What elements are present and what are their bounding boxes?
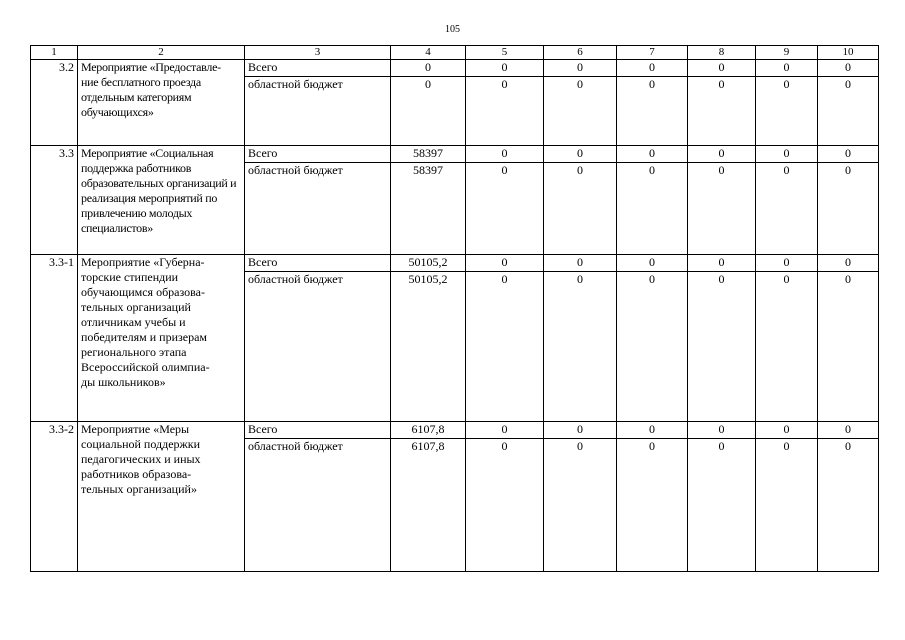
table-row <box>31 255 879 272</box>
name-line: реализация мероприятий по <box>81 191 218 205</box>
measure-name <box>78 255 245 422</box>
amount: 0 <box>391 77 466 146</box>
measure-name <box>78 146 245 255</box>
value-cell: 0 <box>544 77 617 146</box>
page-number: 105 <box>445 24 460 35</box>
value-cell: 0 <box>818 255 879 272</box>
name-line: образовательных организаций и <box>81 176 237 190</box>
value-cell: 0 <box>818 60 879 77</box>
value-cell: 0 <box>544 255 617 272</box>
name-line: Мероприятие «Губерна- <box>81 255 205 269</box>
name-line: Мероприятие «Предоставле- <box>81 60 221 74</box>
name-line: отличникам учебы и <box>81 315 186 329</box>
amount: 58397 <box>391 163 466 255</box>
name-line: тельных организаций» <box>81 482 197 496</box>
name-line: социальной поддержки <box>81 437 201 451</box>
name-line: Мероприятие «Социальная <box>81 146 214 160</box>
value-cell: 0 <box>756 255 818 272</box>
amount: 50105,2 <box>391 272 466 422</box>
value-cell: 0 <box>688 163 756 255</box>
name-line: ние бесплатного проезда <box>81 75 201 89</box>
value-cell: 0 <box>466 439 544 572</box>
name-line: работников образова- <box>81 467 192 481</box>
value-cell: 0 <box>466 255 544 272</box>
value-cell: 0 <box>617 272 688 422</box>
header-cell: 3 <box>245 46 391 60</box>
name-line: Мероприятие «Меры <box>81 422 190 436</box>
table-row <box>31 422 879 439</box>
value-cell: 0 <box>617 60 688 77</box>
value-cell: 0 <box>818 272 879 422</box>
funding-source: Всего <box>245 60 391 77</box>
name-line: обучающимся образова- <box>81 285 206 299</box>
value-cell: 0 <box>544 422 617 439</box>
value-cell: 0 <box>756 439 818 572</box>
amount: 6107,8 <box>391 439 466 572</box>
table-row <box>31 146 879 163</box>
funding-source: областной бюджет <box>245 163 391 255</box>
value-cell: 0 <box>688 77 756 146</box>
value-cell: 0 <box>544 163 617 255</box>
header-cell: 6 <box>544 46 617 60</box>
value-cell: 0 <box>617 439 688 572</box>
funding-source: областной бюджет <box>245 272 391 422</box>
header-cell: 9 <box>756 46 818 60</box>
value-cell: 0 <box>756 146 818 163</box>
name-line: привлечению молодых <box>81 206 193 220</box>
header-row <box>31 46 879 60</box>
value-cell: 0 <box>756 77 818 146</box>
value-cell: 0 <box>617 422 688 439</box>
value-cell: 0 <box>756 422 818 439</box>
row-number: 3.3-1 <box>31 255 78 422</box>
name-line: торские стипендии <box>81 270 179 284</box>
value-cell: 0 <box>617 77 688 146</box>
value-cell: 0 <box>466 146 544 163</box>
value-cell: 0 <box>544 60 617 77</box>
budget-table <box>30 45 879 572</box>
funding-source: Всего <box>245 146 391 163</box>
header-cell: 7 <box>617 46 688 60</box>
value-cell: 0 <box>466 60 544 77</box>
value-cell: 0 <box>688 422 756 439</box>
value-cell: 0 <box>466 77 544 146</box>
name-line: специалистов» <box>81 221 153 235</box>
header-cell: 10 <box>818 46 879 60</box>
value-cell: 0 <box>544 272 617 422</box>
amount: 58397 <box>391 146 466 163</box>
header-cell: 5 <box>466 46 544 60</box>
value-cell: 0 <box>688 255 756 272</box>
value-cell: 0 <box>544 439 617 572</box>
row-number: 3.3-2 <box>31 422 78 572</box>
value-cell: 0 <box>756 60 818 77</box>
name-line: отдельным категориям <box>81 90 192 104</box>
funding-source: Всего <box>245 422 391 439</box>
table-row <box>31 60 879 77</box>
name-line: обучающихся» <box>81 105 154 119</box>
measure-name <box>78 422 245 572</box>
value-cell: 0 <box>617 163 688 255</box>
value-cell: 0 <box>818 439 879 572</box>
value-cell: 0 <box>617 146 688 163</box>
measure-name <box>78 60 245 146</box>
value-cell: 0 <box>818 77 879 146</box>
value-cell: 0 <box>466 272 544 422</box>
name-line: победителям и призерам <box>81 330 207 344</box>
value-cell: 0 <box>544 146 617 163</box>
value-cell: 0 <box>756 272 818 422</box>
value-cell: 0 <box>818 422 879 439</box>
name-line: тельных организаций <box>81 300 191 314</box>
funding-source: областной бюджет <box>245 439 391 572</box>
funding-source: областной бюджет <box>245 77 391 146</box>
header-cell: 1 <box>31 46 78 60</box>
name-line: поддержка работников <box>81 161 192 175</box>
value-cell: 0 <box>688 60 756 77</box>
row-number: 3.3 <box>31 146 78 255</box>
name-line: педагогических и иных <box>81 452 201 466</box>
row-number: 3.2 <box>31 60 78 146</box>
value-cell: 0 <box>688 272 756 422</box>
name-line: ды школьников» <box>81 375 166 389</box>
value-cell: 0 <box>466 163 544 255</box>
header-cell: 8 <box>688 46 756 60</box>
funding-source: Всего <box>245 255 391 272</box>
amount: 6107,8 <box>391 422 466 439</box>
header-cell: 2 <box>78 46 245 60</box>
value-cell: 0 <box>617 255 688 272</box>
value-cell: 0 <box>756 163 818 255</box>
value-cell: 0 <box>818 146 879 163</box>
name-line: Всероссийской олимпиа- <box>81 360 210 374</box>
header-cell: 4 <box>391 46 466 60</box>
value-cell: 0 <box>466 422 544 439</box>
value-cell: 0 <box>688 439 756 572</box>
value-cell: 0 <box>688 146 756 163</box>
amount: 0 <box>391 60 466 77</box>
value-cell: 0 <box>818 163 879 255</box>
amount: 50105,2 <box>391 255 466 272</box>
name-line: регионального этапа <box>81 345 187 359</box>
